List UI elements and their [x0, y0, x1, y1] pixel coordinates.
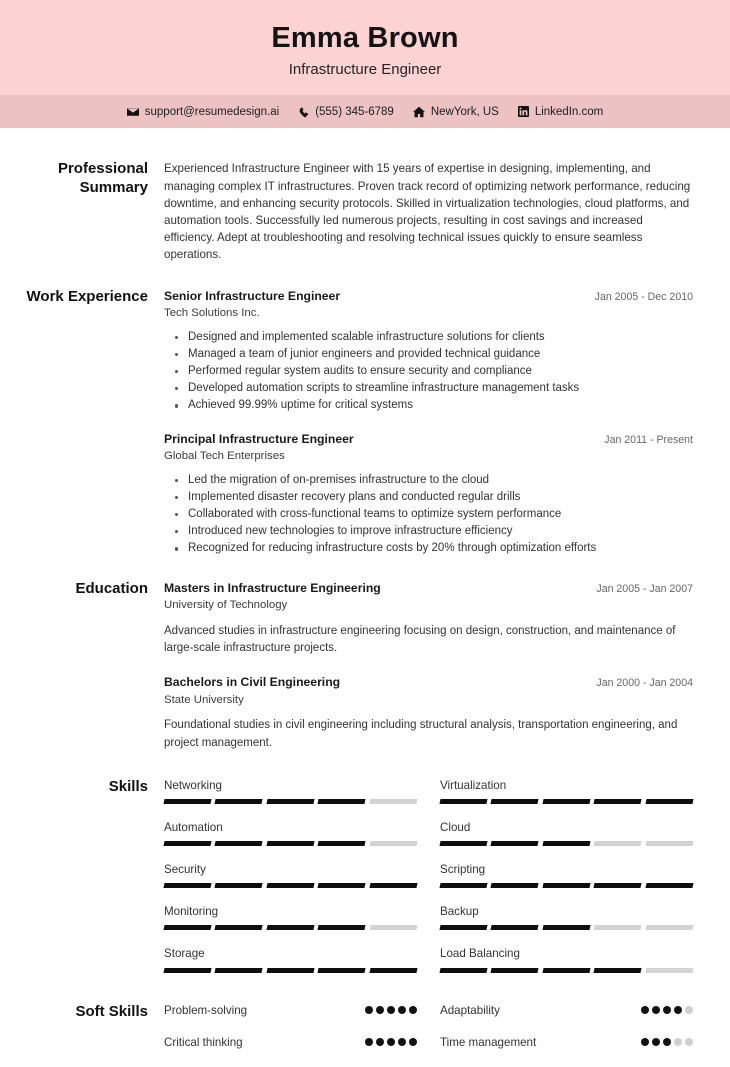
contact-bar [0, 95, 730, 128]
skill-level-segment [369, 925, 417, 930]
skill-row [440, 862, 693, 888]
entry-bullet-list [164, 329, 693, 415]
skill-level-segment [318, 799, 366, 804]
skill-name: Cloud [440, 821, 471, 835]
bullet-item: Performed regular system audits to ensure security and compliance [164, 363, 693, 380]
soft-skill-rating-dots [641, 1006, 693, 1014]
skill-level-bar [164, 799, 417, 804]
soft-skill-rating-dots [641, 1038, 693, 1046]
rating-dot [365, 1038, 373, 1046]
skill-level-bar [440, 968, 693, 973]
skill-row [164, 946, 417, 972]
skill-level-bar [164, 841, 417, 846]
skill-level-segment [318, 925, 366, 930]
entry-date: Jan 2011 - Present [604, 433, 693, 446]
entry-organization: University of Technology [164, 599, 288, 612]
skill-level-segment [594, 925, 642, 930]
entry [164, 431, 693, 558]
soft-skill-row [164, 1035, 417, 1050]
skill-name: Networking [164, 779, 222, 793]
entry-description: Foundational studies in civil engineering including structural analysis, transportation engineering, and project management. [164, 719, 678, 749]
section-professional-summary [0, 160, 730, 263]
work-entries [164, 288, 693, 558]
skill-row [440, 946, 693, 972]
skill-level-segment [542, 883, 590, 888]
entry-header [164, 431, 693, 447]
entry-organization: Global Tech Enterprises [164, 450, 285, 463]
skill-level-segment [163, 799, 211, 804]
skill-level-segment [318, 883, 366, 888]
rating-dot [674, 1038, 682, 1046]
resume-header [0, 0, 730, 95]
skill-level-bar [440, 799, 693, 804]
section-soft-skills [0, 1003, 730, 1067]
soft-skill-name: Problem-solving [164, 1003, 248, 1017]
entry-bullet-list [164, 472, 693, 558]
home-icon [413, 106, 425, 118]
section-label-work: Work Experience [26, 287, 148, 305]
skill-level-segment [163, 883, 211, 888]
skill-name: Virtualization [440, 779, 507, 793]
entry-description: Advanced studies in infrastructure engineering focusing on design, construction, and maintenance of large-scale infrastructure projects. [164, 624, 676, 654]
skill-row [440, 820, 693, 846]
soft-skill-rating-dots [365, 1006, 417, 1014]
skill-level-segment [439, 799, 487, 804]
skill-row [440, 904, 693, 930]
section-label-education: Education [75, 579, 148, 597]
contact-item[interactable] [518, 106, 603, 118]
skill-name: Scripting [440, 863, 486, 877]
section-work-experience [0, 288, 730, 558]
rating-dot [641, 1038, 649, 1046]
rating-dot [409, 1038, 417, 1046]
bullet-item: Developed automation scripts to streamline infrastructure management tasks [164, 380, 693, 397]
skill-level-segment [266, 799, 314, 804]
skill-row [164, 820, 417, 846]
skill-level-segment [215, 925, 263, 930]
entry [164, 674, 693, 752]
entry-header [164, 580, 693, 596]
bullet-item: Introduced new technologies to improve infrastructure efficiency [164, 523, 693, 540]
skill-level-segment [369, 841, 417, 846]
bullet-item: Implemented disaster recovery plans and conducted regular drills [164, 489, 693, 506]
skill-level-segment [439, 841, 487, 846]
rating-dot [652, 1006, 660, 1014]
skill-level-segment [215, 883, 263, 888]
rating-dot [652, 1038, 660, 1046]
skill-level-segment [594, 883, 642, 888]
skill-level-segment [645, 841, 693, 846]
soft-skills-column-left [164, 1003, 417, 1067]
skill-level-segment [369, 799, 417, 804]
contact-item[interactable] [127, 106, 279, 118]
section-skills [0, 778, 730, 988]
skill-level-segment [542, 799, 590, 804]
skill-level-segment [594, 841, 642, 846]
skill-level-segment [266, 925, 314, 930]
skill-level-segment [542, 925, 590, 930]
skill-level-segment [215, 968, 263, 973]
bullet-item: Collaborated with cross-functional teams to optimize system performance [164, 506, 693, 523]
skill-name: Security [164, 863, 206, 877]
entry [164, 288, 693, 415]
summary-text: Experienced Infrastructure Engineer with 15 years of expertise in designing, implementing, and managing complex IT infrastructures. Proven track record of optimizing network performance, reducing downtime, and enhancing security protocols. Skilled in virtualization technologies, cloud platforms, and automation tools. Successfully led numerous projects, resulting in cost savings and increased efficiency. Adept at troubleshooting and resolving technical issues quickly to ensure seamless operations. [164, 162, 691, 262]
entry-date: Jan 2005 - Dec 2010 [594, 290, 693, 303]
skill-level-segment [163, 925, 211, 930]
skills-column-right [440, 778, 693, 988]
entry [164, 580, 693, 658]
rating-dot [398, 1006, 406, 1014]
skill-level-segment [542, 841, 590, 846]
skill-level-segment [163, 841, 211, 846]
rating-dot [365, 1006, 373, 1014]
rating-dot [387, 1038, 395, 1046]
soft-skill-name: Critical thinking [164, 1035, 243, 1049]
skill-level-segment [491, 841, 539, 846]
rating-dot [663, 1006, 671, 1014]
skill-level-bar [164, 968, 417, 973]
skill-row [440, 778, 693, 804]
contact-text: support@resumedesign.ai [144, 105, 280, 118]
soft-skill-row [440, 1035, 693, 1050]
candidate-role: Infrastructure Engineer [288, 61, 442, 79]
soft-skills-column-right [440, 1003, 693, 1067]
linkedin-icon [518, 106, 529, 117]
skill-level-segment [369, 883, 417, 888]
contact-text: (555) 345-6789 [315, 105, 394, 118]
entry-header [164, 674, 693, 690]
skill-level-segment [491, 799, 539, 804]
skill-level-segment [266, 968, 314, 973]
entry-title: Principal Infrastructure Engineer [164, 431, 354, 446]
bullet-item: Recognized for reducing infrastructure costs by 20% through optimization efforts [164, 540, 693, 557]
rating-dot [663, 1038, 671, 1046]
rating-dot [674, 1006, 682, 1014]
skill-level-segment [266, 841, 314, 846]
entry-title: Senior Infrastructure Engineer [164, 288, 341, 303]
bullet-item: Achieved 99.99% uptime for critical systems [164, 397, 693, 414]
skill-level-bar [164, 925, 417, 930]
rating-dot [685, 1038, 693, 1046]
skill-level-segment [645, 968, 693, 973]
soft-skill-rating-dots [365, 1038, 417, 1046]
skill-level-segment [542, 968, 590, 973]
skill-level-segment [266, 883, 314, 888]
rating-dot [641, 1006, 649, 1014]
skill-level-segment [369, 968, 417, 973]
section-label-soft-skills: Soft Skills [75, 1002, 148, 1020]
skill-level-segment [594, 799, 642, 804]
rating-dot [409, 1006, 417, 1014]
soft-skill-row [164, 1003, 417, 1018]
rating-dot [387, 1006, 395, 1014]
rating-dot [376, 1038, 384, 1046]
contact-item[interactable] [413, 106, 499, 118]
rating-dot [398, 1038, 406, 1046]
entry-organization: State University [164, 693, 244, 706]
entry-date: Jan 2005 - Jan 2007 [596, 582, 693, 595]
entry-date: Jan 2000 - Jan 2004 [596, 677, 693, 690]
skill-level-segment [318, 841, 366, 846]
education-entries [164, 580, 693, 753]
contact-text: NewYork, US [430, 105, 499, 118]
phone-icon [298, 106, 309, 118]
section-label-skills: Skills [108, 778, 148, 796]
entry-title: Masters in Infrastructure Engineering [164, 580, 381, 595]
skill-level-segment [439, 883, 487, 888]
entry-organization: Tech Solutions Inc. [164, 307, 260, 320]
bullet-item: Managed a team of junior engineers and provided technical guidance [164, 346, 693, 363]
skill-row [164, 862, 417, 888]
envelope-icon [127, 106, 139, 118]
skill-level-segment [645, 799, 693, 804]
section-education [0, 580, 730, 753]
skill-level-bar [440, 883, 693, 888]
soft-skill-row [440, 1003, 693, 1018]
skill-row [164, 904, 417, 930]
skill-level-segment [594, 968, 642, 973]
skill-level-bar [440, 925, 693, 930]
skill-row [164, 778, 417, 804]
skill-name: Load Balancing [440, 947, 520, 961]
candidate-name: Emma Brown [271, 22, 459, 54]
skill-level-segment [491, 968, 539, 973]
skill-name: Monitoring [164, 905, 219, 919]
rating-dot [685, 1006, 693, 1014]
skill-level-segment [439, 968, 487, 973]
skill-level-segment [491, 925, 539, 930]
skill-level-segment [163, 968, 211, 973]
skill-name: Backup [440, 905, 479, 919]
entry-header [164, 288, 693, 304]
skill-level-segment [215, 799, 263, 804]
skill-level-segment [318, 968, 366, 973]
skill-level-segment [439, 925, 487, 930]
contact-text: LinkedIn.com [534, 105, 604, 118]
soft-skill-name: Adaptability [440, 1003, 500, 1017]
skills-column-left [164, 778, 417, 988]
skill-level-segment [645, 883, 693, 888]
section-label-summary: Professional Summary [57, 160, 148, 197]
skill-level-bar [164, 883, 417, 888]
skill-level-segment [215, 841, 263, 846]
bullet-item: Led the migration of on-premises infrastructure to the cloud [164, 472, 693, 489]
skill-level-segment [645, 925, 693, 930]
bullet-item: Designed and implemented scalable infrastructure solutions for clients [164, 329, 693, 346]
contact-item[interactable] [298, 106, 394, 118]
skill-level-bar [440, 841, 693, 846]
rating-dot [376, 1006, 384, 1014]
skill-name: Automation [164, 821, 223, 835]
skill-level-segment [491, 883, 539, 888]
soft-skill-name: Time management [440, 1035, 537, 1049]
entry-title: Bachelors in Civil Engineering [164, 675, 341, 690]
skill-name: Storage [164, 947, 205, 961]
